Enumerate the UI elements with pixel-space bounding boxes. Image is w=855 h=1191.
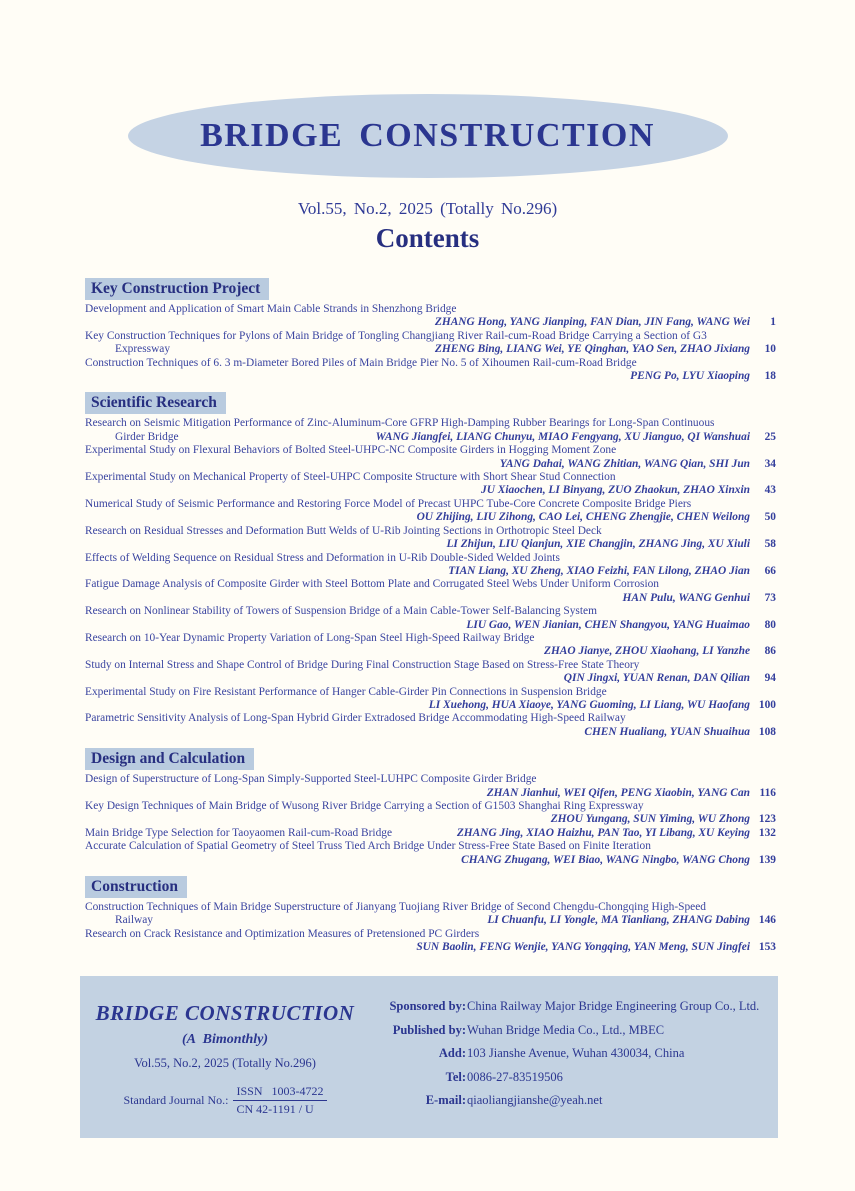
entry-title: Effects of Welding Sequence on Residual Stress and Deformation in U-Rib Double-Sided Welded Joints: [85, 551, 560, 564]
entry-page-number: 139: [758, 853, 776, 866]
table-of-contents: [85, 278, 776, 955]
footer-info-row: [370, 1070, 770, 1085]
entry-title: Main Bridge Type Selection for Taoyaomen Rail-cum-Road Bridge: [85, 826, 393, 839]
toc-entry: [85, 800, 776, 827]
entry-page-number: 34: [764, 457, 776, 470]
footer-info-row: [370, 999, 770, 1014]
contents-title: Contents: [375, 223, 480, 253]
entry-authors: ZHOU Yungang, SUN Yiming, WU Zhong: [550, 813, 750, 826]
entry-authors: HAN Pulu, WANG Genhui: [622, 591, 750, 604]
entry-page-number: 108: [758, 725, 776, 738]
entry-authors: ZHAN Jianhui, WEI Qifen, PENG Xiaobin, YANG Can: [486, 786, 750, 799]
entry-page-number: 50: [764, 511, 776, 524]
entry-title: Research on Residual Stresses and Deformation Butt Welds of U-Rib Jointing Sections in Orthotropic Steel Deck: [85, 524, 602, 537]
entry-title: Experimental Study on Flexural Behaviors of Bolted Steel-UHPC-NC Composite Girders in Hogging Moment Zone: [85, 444, 617, 457]
entry-title-continuation: Girder Bridge: [115, 430, 179, 443]
entry-title: Study on Internal Stress and Shape Control of Bridge During Final Construction Stage Based on Stress-Free State Theory: [85, 658, 640, 671]
footer-cn-number: CN 42-1191 / U: [236, 1102, 314, 1116]
footer-left-column: [80, 976, 370, 1138]
toc-entry: [85, 525, 776, 552]
footer-info-row: [370, 1093, 770, 1108]
entry-authors: CHEN Hualiang, YUAN Shuaihua: [584, 725, 750, 738]
entry-title: Construction Techniques of 6. 3 m-Diameter Bored Piles of Main Bridge Pier No. 5 of Xihoumen Rail-cum-Road Bridge: [85, 356, 637, 369]
entry-page-number: 146: [758, 914, 776, 927]
footer-sponsored-by-label: Sponsored by:: [389, 999, 466, 1013]
footer-published-by-value: Wuhan Bridge Media Co., Ltd., MBEC: [467, 1022, 665, 1037]
journal-title-ellipse: [128, 94, 728, 178]
footer-published-by-label: Published by:: [392, 1022, 466, 1037]
footer-standard-journal-number: [80, 1084, 370, 1117]
entry-page-number: 58: [764, 538, 776, 551]
footer-subtitle: (A Bimonthly): [181, 1032, 269, 1047]
entry-title: Research on 10-Year Dynamic Property Variation of Long-Span Steel High-Speed Railway Bridge: [85, 631, 535, 644]
entry-authors: ZHANG Jing, XIAO Haizhu, PAN Tao, YI Libang, XU Keying: [456, 826, 750, 839]
section-header: Key Construction Project: [85, 278, 269, 300]
entry-title: Design of Superstructure of Long-Span Simply-Supported Steel-LUHPC Composite Girder Bridge: [85, 773, 537, 786]
entry-page-number: 80: [764, 618, 776, 631]
toc-entry: [85, 632, 776, 659]
toc-entry: [85, 901, 776, 928]
entry-page-number: 25: [764, 430, 776, 443]
entry-title-continuation: Expressway: [115, 343, 171, 356]
entry-title: Construction Techniques of Main Bridge Superstructure of Jianyang Tuojiang River Bridge of Second Chengdu-Chongqing High-Speed: [85, 901, 706, 914]
footer-right-column: [370, 976, 778, 1138]
section-header: Design and Calculation: [85, 748, 254, 770]
entry-authors: PENG Po, LYU Xiaoping: [630, 370, 750, 383]
footer-email-value: qiaoliangjianshe@yeah.net: [467, 1093, 603, 1107]
footer-box: [80, 976, 778, 1138]
footer-info-row: [370, 1023, 770, 1038]
entry-page-number: 153: [758, 941, 776, 954]
footer-sponsored-by-value: China Railway Major Bridge Engineering Group Co., Ltd.: [467, 999, 760, 1013]
entry-authors: LIU Gao, WEN Jianian, CHEN Shangyou, YANG Huaimao: [466, 618, 750, 631]
entry-authors: LI Xuehong, HUA Xiaoye, YANG Guoming, LI Liang, WU Haofang: [428, 698, 750, 711]
entry-page-number: 94: [764, 672, 776, 685]
entry-title: Key Design Techniques of Main Bridge of Wusong River Bridge Carrying a Section of G1503 Shanghai Ring Expressway: [85, 800, 644, 812]
section-key-construction-project: [85, 278, 776, 383]
section-header: Construction: [85, 876, 187, 898]
entry-page-number: 1: [770, 316, 776, 329]
entry-title: Key Construction Techniques for Pylons of Main Bridge of Tongling Changjiang River Rail-cum-Road Bridge Carrying a Section of G3: [85, 329, 707, 342]
section-construction: [85, 876, 776, 955]
toc-entry: [85, 552, 776, 579]
toc-entry: [85, 840, 776, 867]
footer-info-row: [370, 1046, 770, 1061]
section-design-and-calculation: [85, 748, 776, 867]
footer-email-label: E-mail:: [425, 1093, 466, 1107]
entry-title-continuation: Railway: [115, 914, 153, 927]
entry-page-number: 18: [764, 370, 776, 383]
entry-title: Research on Nonlinear Stability of Towers of Suspension Bridge of a Main Cable-Tower Self-Balancing System: [85, 605, 597, 618]
entry-authors: ZHAO Jianye, ZHOU Xiaohang, LI Yanzhe: [543, 645, 750, 658]
entry-title: Research on Crack Resistance and Optimization Measures of Pretensioned PC Girders: [85, 927, 480, 940]
entry-authors: QIN Jingxi, YUAN Renan, DAN Qilian: [563, 672, 750, 685]
entry-authors: SUN Baolin, FENG Wenjie, YANG Yongqing, YAN Meng, SUN Jingfei: [416, 941, 750, 954]
entry-page-number: 100: [758, 698, 776, 711]
footer-issue-line: Vol.55, No.2, 2025 (Totally No.296): [134, 1056, 316, 1070]
entry-authors: ZHENG Bing, LIANG Wei, YE Qinghan, YAO Sen, ZHAO Jixiang: [434, 343, 750, 356]
toc-entry: [85, 712, 776, 739]
footer-tel-label: Tel:: [445, 1069, 466, 1084]
section-header: Scientific Research: [85, 392, 226, 414]
entry-title: Experimental Study on Fire Resistant Performance of Hanger Cable-Girder Pin Connections in Suspension Bridge: [85, 685, 607, 698]
toc-entry: [85, 471, 776, 498]
journal-title: BRIDGE CONSTRUCTION: [200, 117, 655, 154]
footer-journal-title: BRIDGE CONSTRUCTION: [95, 1001, 355, 1025]
entry-title: Research on Seismic Mitigation Performance of Zinc-Aluminum-Core GFRP High-Damping Rubber Bearings for Long-Span Continuous: [85, 417, 715, 430]
entry-title: Numerical Study of Seismic Performance and Restoring Force Model of Precast UHPC Tube-Core Concrete Composite Bridge Piers: [85, 497, 692, 510]
footer-address-label: Add:: [438, 1046, 466, 1060]
entry-page-number: 66: [764, 564, 776, 577]
toc-entry: [85, 773, 776, 800]
footer-standard-journal-label: Standard Journal No.:: [123, 1093, 229, 1107]
entry-authors: LI Zhijun, LIU Qianjun, XIE Changjin, ZHANG Jing, XU Xiuli: [446, 538, 750, 551]
toc-entry: [85, 659, 776, 686]
entry-title: Accurate Calculation of Spatial Geometry of Steel Truss Tied Arch Bridge Under Stress-Free State Based on Finite Iteration: [85, 840, 651, 853]
toc-entry: [85, 417, 776, 444]
entry-authors: JU Xiaochen, LI Binyang, ZUO Zhaokun, ZHAO Xinxin: [481, 484, 750, 497]
footer-journal-number-fraction: [233, 1084, 326, 1117]
entry-title: Development and Application of Smart Main Cable Strands in Shenzhong Bridge: [85, 303, 457, 315]
masthead: [0, 0, 855, 254]
footer-issn: ISSN 1003-4722: [233, 1084, 326, 1101]
toc-entry: [85, 827, 776, 840]
footer-address-value: 103 Jianshe Avenue, Wuhan 430034, China: [467, 1046, 685, 1060]
entry-authors: LI Chuanfu, LI Yongle, MA Tianliang, ZHANG Dabing: [487, 914, 750, 927]
entry-authors: OU Zhijing, LIU Zihong, CAO Lei, CHENG Zhengjie, CHEN Weilong: [416, 511, 750, 524]
entry-title: Experimental Study on Mechanical Property of Steel-UHPC Composite Structure with Short Shear Stud Connection: [85, 471, 616, 484]
entry-title: Fatigue Damage Analysis of Composite Girder with Steel Bottom Plate and Corrugated Steel Webs Under Uniform Corrosion: [85, 578, 660, 591]
toc-entry: [85, 303, 776, 330]
entry-authors: YANG Dahai, WANG Zhitian, WANG Qian, SHI Jun: [499, 457, 750, 470]
entry-page-number: 132: [758, 826, 776, 839]
entry-page-number: 123: [758, 813, 776, 826]
issue-line: Vol.55, No.2, 2025 (Totally No.296): [297, 199, 558, 218]
entry-page-number: 43: [764, 484, 776, 497]
toc-entry: [85, 928, 776, 955]
toc-entry: [85, 498, 776, 525]
toc-entry: [85, 578, 776, 605]
entry-page-number: 10: [764, 343, 776, 356]
entry-title: Parametric Sensitivity Analysis of Long-Span Hybrid Girder Extradosed Bridge Accommodating High-Speed Railway: [85, 712, 626, 725]
toc-entry: [85, 330, 776, 357]
toc-entry: [85, 605, 776, 632]
entry-authors: TIAN Liang, XU Zheng, XIAO Feizhi, FAN Lilong, ZHAO Jian: [448, 564, 750, 577]
footer-tel-value: 0086-27-83519506: [467, 1069, 563, 1084]
entry-page-number: 116: [759, 786, 776, 799]
toc-entry: [85, 686, 776, 713]
section-scientific-research: [85, 392, 776, 739]
entry-authors: CHANG Zhugang, WEI Biao, WANG Ningbo, WANG Chong: [461, 853, 750, 866]
entry-authors: WANG Jiangfei, LIANG Chunyu, MIAO Fengyang, XU Jianguo, QI Wanshuai: [375, 430, 750, 443]
entry-authors: ZHANG Hong, YANG Jianping, FAN Dian, JIN Fang, WANG Wei: [434, 316, 750, 329]
entry-page-number: 73: [764, 591, 776, 604]
toc-entry: [85, 444, 776, 471]
entry-page-number: 86: [764, 645, 776, 658]
toc-entry: [85, 357, 776, 384]
